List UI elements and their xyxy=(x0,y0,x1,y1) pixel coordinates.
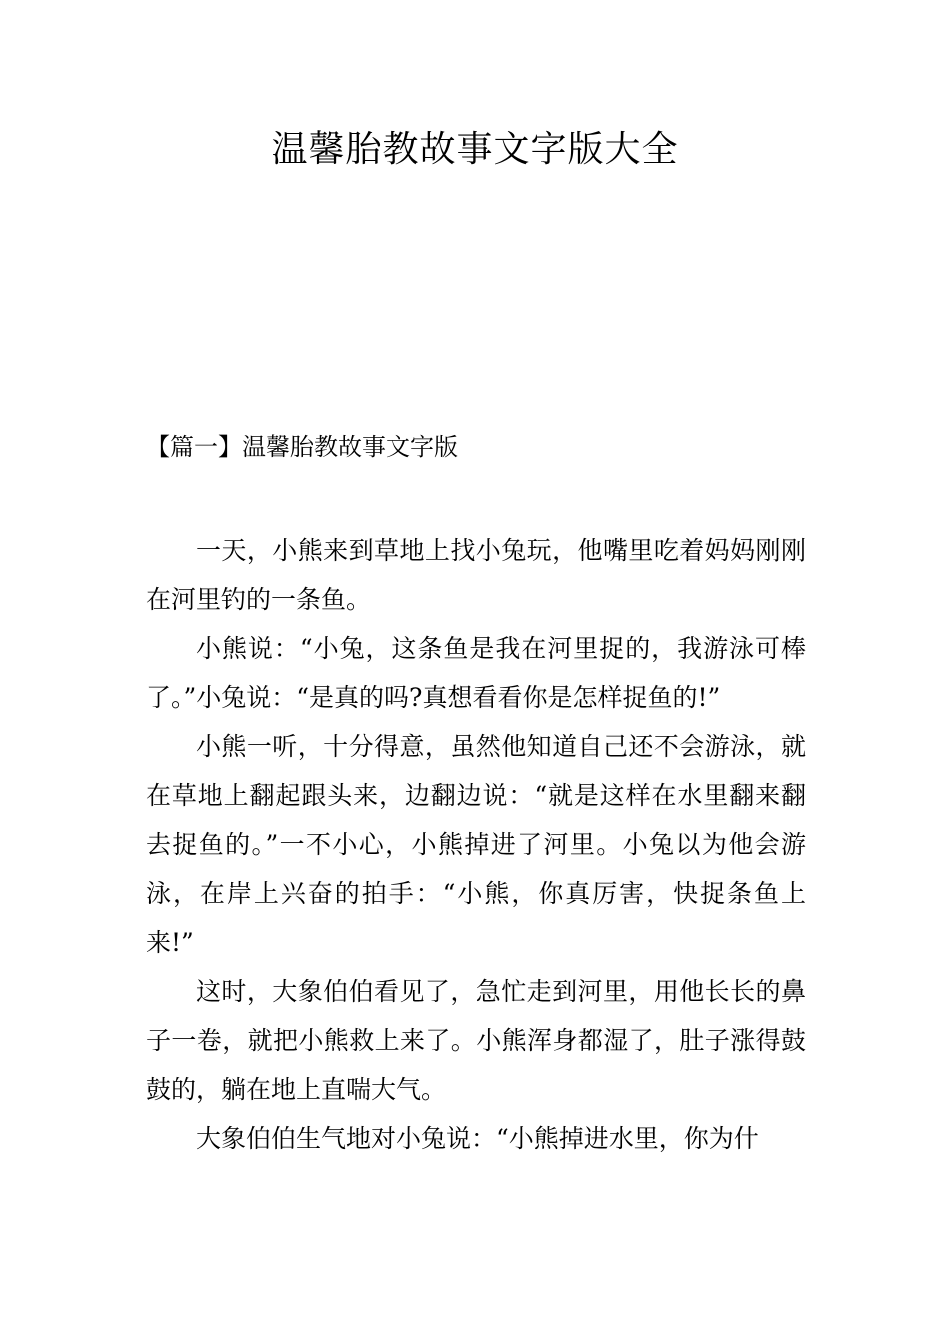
paragraph-3: 小熊一听，十分得意，虽然他知道自己还不会游泳，就在草地上翻起跟头来，边翻边说：“就是这样在水里翻来翻去捉鱼的。”一不小心，小熊掉进了河里。小兔以为他会游泳，在岸上兴奋的拍手：“小熊，你真厉害，快捉条鱼上来!” xyxy=(146,732,806,957)
paragraph-5: 大象伯伯生气地对小兔说：“小熊掉进水里，你为什 xyxy=(196,1124,759,1153)
paragraph-4: 这时，大象伯伯看见了，急忙走到河里，用他长长的鼻子一卷，就把小熊救上来了。小熊浑身都湿了，肚子涨得鼓鼓的，躺在地上直喘大气。 xyxy=(146,977,806,1104)
section-heading: 【篇一】温馨胎教故事文字版 xyxy=(146,433,458,461)
story-body xyxy=(146,526,806,1163)
paragraph-1: 一天，小熊来到草地上找小兔玩，他嘴里吃着妈妈刚刚在河里钓的一条鱼。 xyxy=(146,536,806,614)
paragraph-2: 小熊说：“小兔，这条鱼是我在河里捉的，我游泳可棒了。”小兔说：“是真的吗?真想看看你是怎样捉鱼的!” xyxy=(146,634,806,712)
document-title: 温馨胎教故事文字版大全 xyxy=(271,129,679,170)
